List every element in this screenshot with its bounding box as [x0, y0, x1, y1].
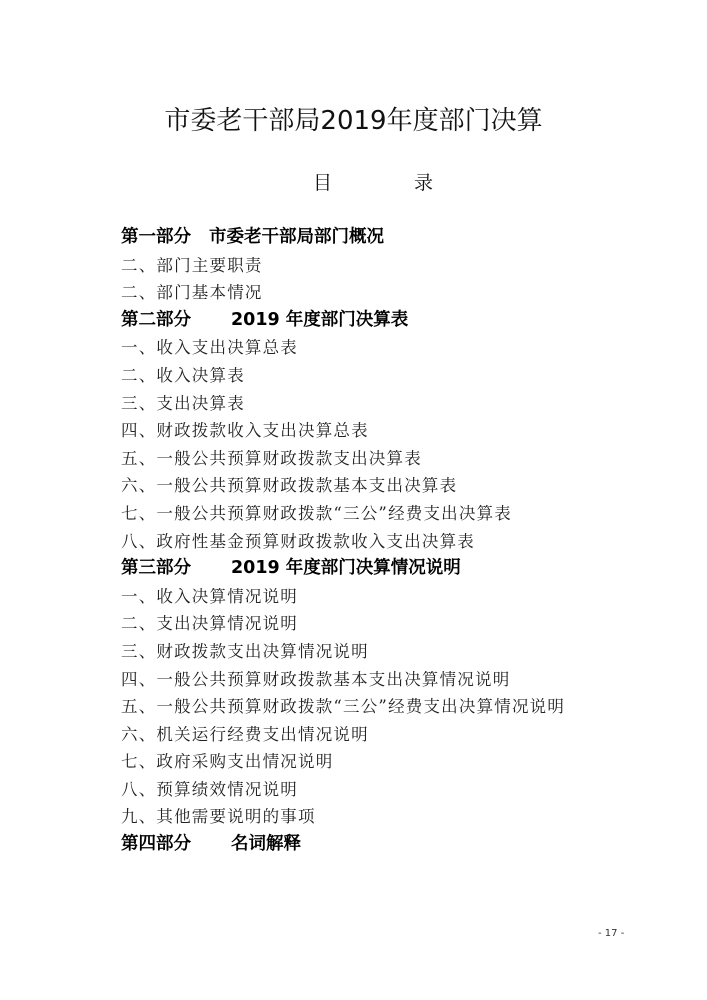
toc-part-3	[121, 555, 661, 583]
part-label: 第四部分	[121, 834, 191, 855]
part-label: 第二部分	[121, 309, 191, 330]
toc-item: 八、预算绩效情况说明	[121, 779, 298, 799]
toc-item: 六、机关运行经费支出情况说明	[121, 724, 369, 744]
part-title: 名词解释	[231, 834, 301, 855]
toc-item: 一、收入支出决算总表	[121, 338, 298, 358]
toc-part-4	[121, 831, 661, 859]
toc-item: 七、政府采购支出情况说明	[121, 752, 334, 772]
page-number: - 17 -	[598, 928, 625, 939]
toc-item: 二、收入决算表	[121, 365, 245, 385]
part-title: 2019 年度部门决算情况说明	[231, 558, 461, 579]
part-label: 第三部分	[121, 558, 191, 579]
toc-item: 二、支出决算情况说明	[121, 614, 298, 634]
part-title: 2019 年度部门决算表	[231, 309, 409, 330]
toc-item: 九、其他需要说明的事项	[121, 807, 316, 827]
toc-item: 七、一般公共预算财政拨款“三公”经费支出决算表	[121, 503, 512, 523]
toc-heading-char-1: 目	[313, 172, 333, 194]
toc-item: 六、一般公共预算财政拨款基本支出决算表	[121, 476, 458, 496]
toc-heading	[313, 168, 433, 195]
part-title: 市委老干部局部门概况	[209, 227, 384, 247]
toc-item: 四、财政拨款收入支出决算总表	[121, 421, 369, 441]
toc-heading-char-2: 录	[413, 172, 433, 194]
table-of-contents	[121, 224, 661, 859]
part-label: 第一部分	[121, 227, 191, 247]
toc-item: 四、一般公共预算财政拨款基本支出决算情况说明	[121, 669, 511, 689]
document-title: 市委老干部局2019年度部门决算	[164, 106, 543, 136]
toc-item: 二、部门主要职责	[121, 255, 263, 275]
toc-part-2	[121, 307, 661, 335]
toc-item: 五、一般公共预算财政拨款支出决算表	[121, 448, 422, 468]
toc-item: 一、收入决算情况说明	[121, 586, 298, 606]
toc-part-1	[121, 224, 661, 252]
toc-item: 八、政府性基金预算财政拨款收入支出决算表	[121, 531, 475, 551]
toc-item: 三、支出决算表	[121, 393, 245, 413]
toc-item: 五、一般公共预算财政拨款“三公”经费支出决算情况说明	[121, 697, 566, 717]
toc-item: 三、财政拨款支出决算情况说明	[121, 641, 369, 661]
toc-item: 二、部门基本情况	[121, 283, 263, 303]
